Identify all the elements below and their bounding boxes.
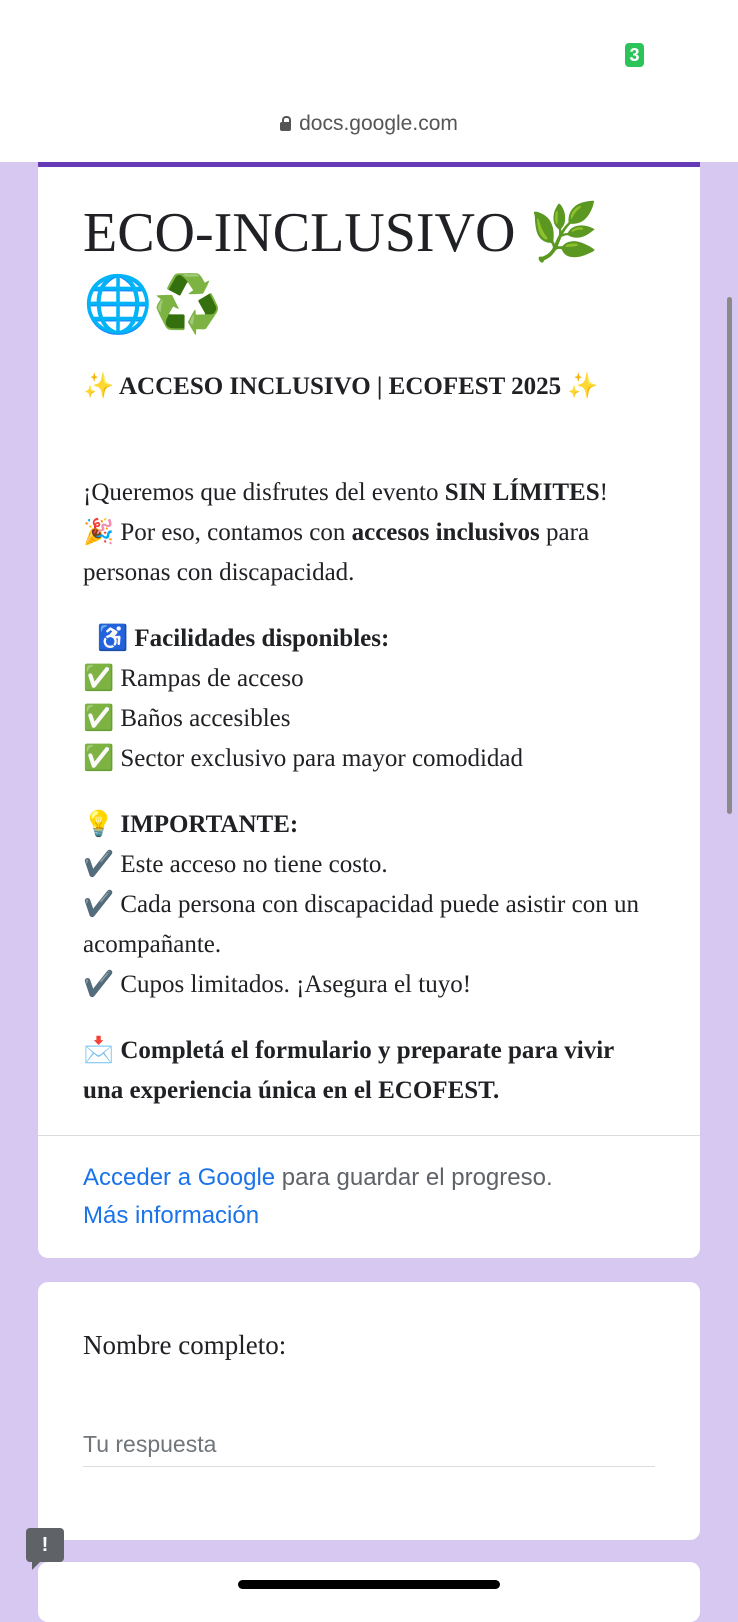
signin-text: para guardar el progreso. (275, 1164, 553, 1191)
tab-count-badge[interactable]: 3 (625, 43, 644, 67)
description-intro: ¡Queremos que disfrutes del evento SIN LÍMITES! 🎉 Por eso, contamos con accesos inclusivos para personas con discapacidad. (83, 479, 608, 586)
more-info-link[interactable]: Más información (83, 1202, 260, 1229)
important-item: ✔️ Cada persona con discapacidad puede asistir con un acompañante. (83, 891, 639, 958)
scrollbar[interactable] (727, 297, 732, 814)
url-text: docs.google.com (299, 112, 458, 135)
closing-text: 📩 Completá el formulario y preparate para vivir una experiencia única en el ECOFEST. (83, 1037, 614, 1104)
important-item: ✔️ Cupos limitados. ¡Asegura el tuyo! (83, 971, 472, 998)
report-problem-button[interactable]: ! (26, 1528, 64, 1562)
important-section (83, 805, 643, 1005)
full-name-input[interactable] (83, 1422, 655, 1467)
address-bar[interactable] (0, 112, 738, 136)
question-card (38, 1282, 700, 1540)
signin-notice (83, 1159, 663, 1235)
lock-icon (280, 122, 291, 131)
facility-item: ✅ Baños accesibles (83, 705, 291, 732)
divider (38, 1135, 700, 1136)
form-title: ECO-INCLUSIVO 🌿 🌐♻️ (83, 202, 600, 336)
facility-item: ✅ Sector exclusivo para mayor comodidad (83, 745, 524, 772)
facilities-heading: ♿ Facilidades disponibles: (97, 625, 390, 652)
browser-top-bar (0, 0, 738, 162)
description-heading: ✨ ACCESO INCLUSIVO | ECOFEST 2025 ✨ (83, 373, 599, 400)
next-question-card (38, 1562, 700, 1622)
form-header-card (38, 162, 700, 1258)
facilities-section (83, 619, 643, 779)
important-item: ✔️ Este acceso no tiene costo. (83, 851, 388, 878)
facility-item: ✅ Rampas de acceso (83, 665, 304, 692)
important-heading: 💡 IMPORTANTE: (83, 811, 299, 838)
home-indicator (238, 1580, 500, 1589)
question-label: Nombre completo: (83, 1330, 287, 1360)
signin-link[interactable]: Acceder a Google (83, 1164, 276, 1191)
